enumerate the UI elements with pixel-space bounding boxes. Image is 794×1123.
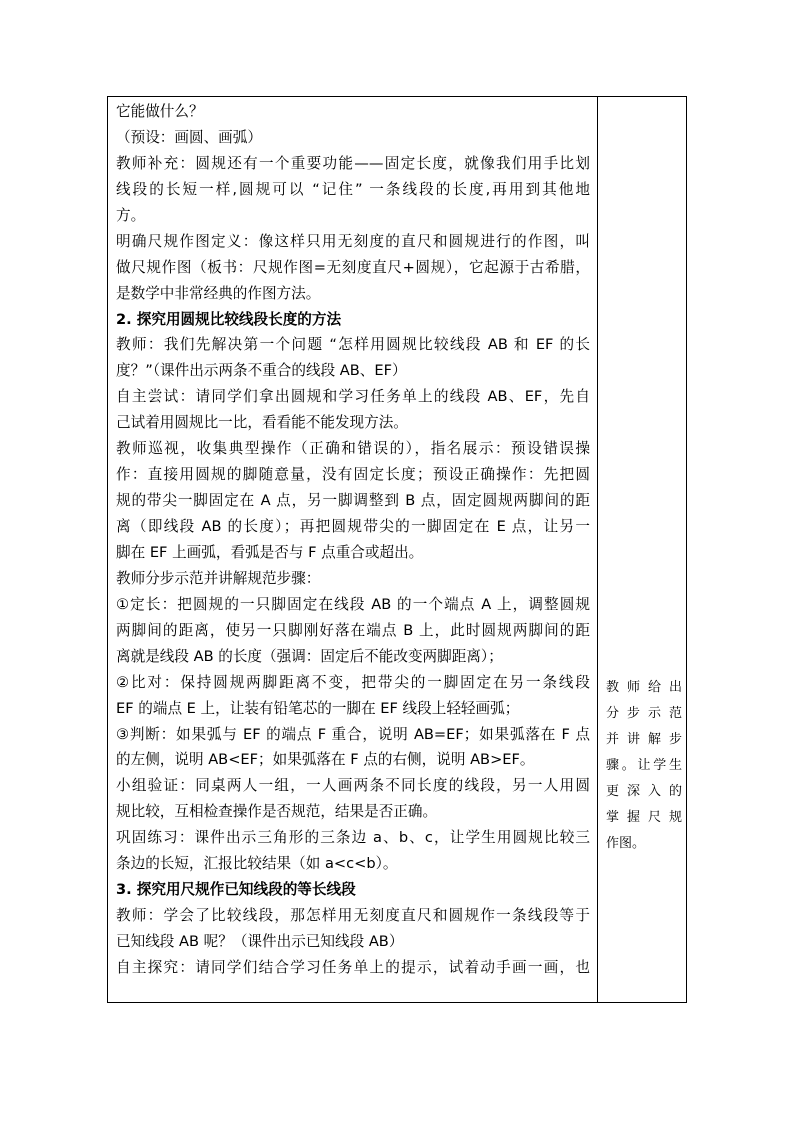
text-line: 教师巡视，收集典型操作（正确和错误的），指名展示：预设错误操 xyxy=(116,440,590,458)
column-divider xyxy=(597,97,598,1002)
text-line: 是数学中非常经典的作图方法。 xyxy=(116,284,321,302)
text-line: EF 的端点 E 上，让装有铅笔芯的一脚在 EF 线段上轻轻画弧； xyxy=(116,699,520,717)
text-line: 作：直接用圆规的脚随意量，没有固定长度；预设正确操作：先把圆 xyxy=(116,466,590,484)
note-line: 掌握尺规 xyxy=(606,810,682,825)
text-line: ②比对：保持圆规两脚距离不变，把带尖的一脚固定在另一条线段 xyxy=(116,673,590,691)
text-line: 自主探究：请同学们结合学习任务单上的提示，试着动手画一画，也 xyxy=(116,958,590,976)
text-line: 规的带尖一脚固定在 A 点，另一脚调整到 B 点，固定圆规两脚间的距 xyxy=(116,492,590,510)
text-line: 自主尝试：请同学们拿出圆规和学习任务单上的线段 AB、EF，先自 xyxy=(116,388,590,406)
section-heading: 2. 探究用圆规比较线段长度的方法 xyxy=(116,310,342,328)
text-line: 小组验证：同桌两人一组，一人画两条不同长度的线段，另一人用圆 xyxy=(116,777,590,795)
text-line: 条边的长短，汇报比较结果（如 a<c<b）。 xyxy=(116,855,398,873)
text-line: 己试着用圆规比一比，看看能不能发现方法。 xyxy=(116,414,408,432)
note-line: 并讲解步 xyxy=(606,732,682,747)
text-line: 离就是线段 AB 的长度（强调：固定后不能改变两脚距离）； xyxy=(116,647,503,665)
text-line: 两脚间的距离，使另一只脚刚好落在端点 B 上，此时圆规两脚间的距 xyxy=(116,621,590,639)
text-line: 脚在 EF 上画弧，看弧是否与 F 点重合或超出。 xyxy=(116,543,424,561)
text-line: 巩固练习：课件出示三角形的三条边 a、b、c，让学生用圆规比较三 xyxy=(116,829,590,847)
text-line: 教师：我们先解决第一个问题 “怎样用圆规比较线段 AB 和 EF 的长 xyxy=(116,336,590,354)
design-intent-cell xyxy=(606,675,682,857)
section-heading: 3. 探究用尺规作已知线段的等长线段 xyxy=(116,881,356,899)
text-line: （预设：画圆、画弧） xyxy=(116,128,262,146)
text-line: 度？”（课件出示两条不重合的线段 AB、EF） xyxy=(116,362,407,380)
text-line: 做尺规作图（板书：尺规作图=无刻度直尺+圆规），它起源于古希腊， xyxy=(116,258,590,276)
text-line: 它能做什么？ xyxy=(116,103,204,120)
text-line: 教师分步示范并讲解规范步骤： xyxy=(116,569,321,587)
note-line: 作图。 xyxy=(606,836,646,851)
text-line: 教师：学会了比较线段，那怎样用无刻度直尺和圆规作一条线段等于 xyxy=(116,907,590,925)
text-line: 明确尺规作图定义：像这样只用无刻度的直尺和圆规进行的作图，叫 xyxy=(116,232,590,250)
text-line: 方。 xyxy=(116,206,146,224)
text-line: 的左侧，说明 AB<EF；如果弧落在 F 点的右侧，说明 AB>EF。 xyxy=(116,751,535,769)
text-line: 离（即线段 AB 的长度）；再把圆规带尖的一脚固定在 E 点，让另一 xyxy=(116,518,590,535)
note-line: 分步示范 xyxy=(606,706,682,721)
text-line: 已知线段 AB 呢？（课件出示已知线段 AB） xyxy=(116,933,404,950)
text-line: 规比较，互相检查操作是否规范，结果是否正确。 xyxy=(116,803,438,821)
lesson-plan-table xyxy=(107,96,687,1003)
text-line: 教师补充：圆规还有一个重要功能——固定长度，就像我们用手比划 xyxy=(116,154,590,172)
note-line: 教师给出 xyxy=(606,680,682,695)
teaching-process-cell xyxy=(116,99,590,981)
note-line: 更深入的 xyxy=(606,784,682,799)
text-line: ③判断：如果弧与 EF 的端点 F 重合，说明 AB=EF；如果弧落在 F 点 xyxy=(116,725,590,743)
note-line: 骤。让学生 xyxy=(606,758,682,773)
text-line: ①定长：把圆规的一只脚固定在线段 AB 的一个端点 A 上，调整圆规 xyxy=(116,595,590,613)
text-line: 线段的长短一样,圆规可以 “记住” 一条线段的长度,再用到其他地 xyxy=(116,180,590,198)
